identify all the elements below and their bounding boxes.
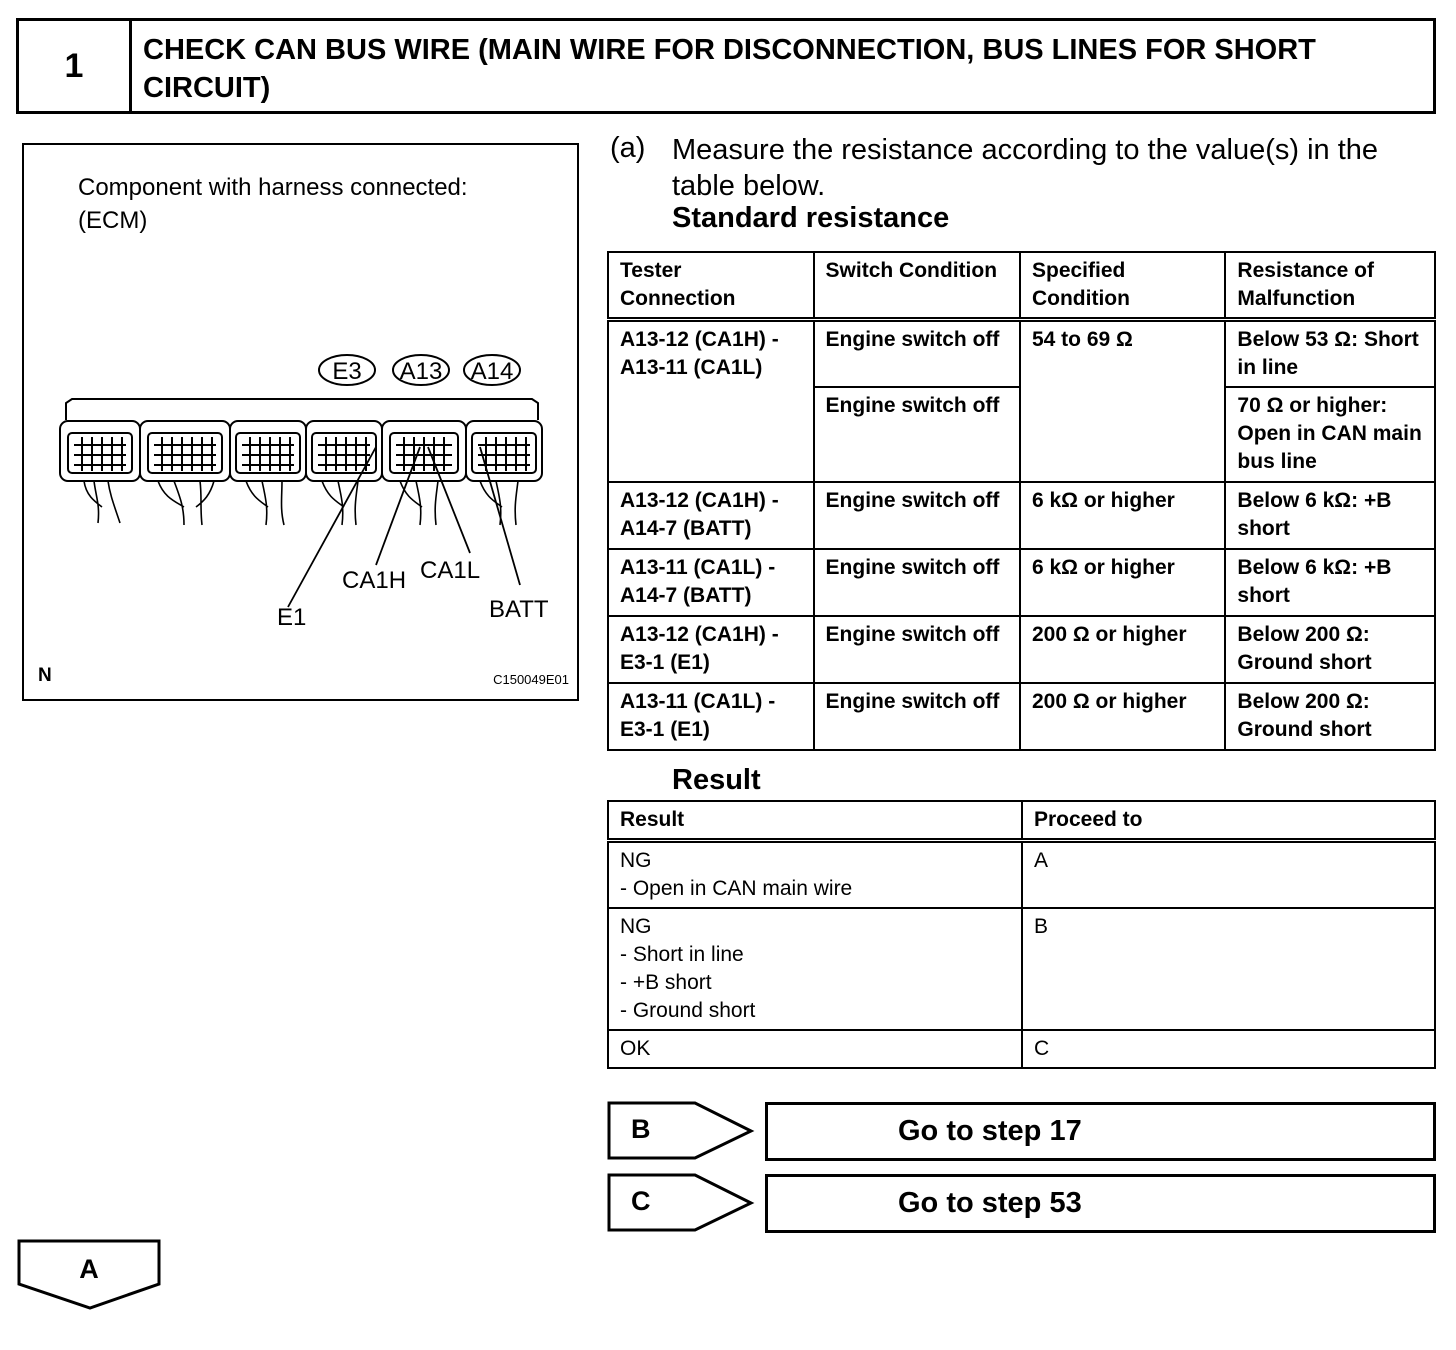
goto-c-tag: C	[631, 1186, 651, 1216]
figure-corner-letter: N	[38, 665, 52, 686]
figure-caption-line1: Component with harness connected:	[78, 174, 468, 201]
terminal-label-ca1l: CA1L	[420, 557, 481, 584]
column-header: Proceed to	[1022, 801, 1435, 841]
switch-condition-cell: Engine switch off	[814, 683, 1020, 750]
column-header: Specified Condition	[1020, 252, 1225, 320]
table-row	[608, 482, 1435, 549]
result-cell	[608, 908, 1022, 1030]
tester-connection-cell: A13-12 (CA1H) - E3-1 (E1)	[608, 616, 814, 683]
result-cell	[608, 1030, 1022, 1068]
table-row	[608, 616, 1435, 683]
tester-connection-cell: A13-11 (CA1L) - A14-7 (BATT)	[608, 549, 814, 616]
instruction-text: Measure the resistance according to the value(s) in the table below.	[672, 134, 1379, 202]
specified-condition-cell: 200 Ω or higher	[1020, 683, 1225, 750]
switch-condition-cell: Engine switch off	[814, 320, 1020, 388]
tester-connection-cell: A13-11 (CA1L) - E3-1 (E1)	[608, 683, 814, 750]
terminal-label-batt: BATT	[489, 596, 549, 623]
next-a-tag: A	[79, 1254, 99, 1284]
switch-condition-cell: Engine switch off	[814, 387, 1020, 482]
tester-connection-cell: A13-12 (CA1H) - A14-7 (BATT)	[608, 482, 814, 549]
goto-b-tag: B	[631, 1114, 651, 1144]
terminal-label-ca1h: CA1H	[342, 567, 407, 594]
next-a-arrow-tag[interactable]	[16, 1238, 164, 1312]
malfunction-cell: Below 6 kΩ: +B short	[1225, 482, 1435, 549]
goto-c-arrow-tag[interactable]	[607, 1173, 757, 1233]
figure-code: C150049E01	[493, 672, 569, 687]
result-title: Result	[672, 764, 761, 796]
table-row	[608, 683, 1435, 750]
column-header: Resistance of Malfunction	[1225, 252, 1435, 320]
result-line: - Ground short	[620, 999, 756, 1022]
result-line: NG	[620, 849, 652, 872]
connector-label-a13: A13	[399, 358, 443, 385]
table-row	[608, 841, 1435, 909]
table-header-row	[608, 252, 1435, 320]
proceed-cell: A	[1022, 841, 1435, 909]
tester-connection-cell: A13-12 (CA1H) - A13-11 (CA1L)	[608, 320, 814, 483]
malfunction-cell: Below 200 Ω: Ground short	[1225, 616, 1435, 683]
column-header: Tester Connection	[608, 252, 814, 320]
table-row	[608, 908, 1435, 1030]
connector-blocks	[60, 421, 542, 481]
standard-resistance-table	[607, 251, 1436, 751]
proceed-cell: B	[1022, 908, 1435, 1030]
goto-step-53-button[interactable]: Go to step 53	[765, 1174, 1436, 1233]
step-header	[16, 18, 1436, 114]
specified-condition-cell: 6 kΩ or higher	[1020, 482, 1225, 549]
malfunction-cell: Below 53 Ω: Short in line	[1225, 320, 1435, 388]
figure-caption-line2: (ECM)	[78, 207, 148, 234]
specified-condition-cell: 200 Ω or higher	[1020, 616, 1225, 683]
result-table	[607, 800, 1436, 1069]
connector-drawing	[24, 145, 581, 703]
step-title: CHECK CAN BUS WIRE (MAIN WIRE FOR DISCONNECTION, BUS LINES FOR SHORT CIRCUIT)	[143, 34, 1316, 104]
table-row	[608, 320, 1435, 388]
malfunction-cell: 70 Ω or higher: Open in CAN main bus line	[1225, 387, 1435, 482]
goto-step-17-button[interactable]: Go to step 17	[765, 1102, 1436, 1161]
proceed-cell: C	[1022, 1030, 1435, 1068]
malfunction-cell: Below 200 Ω: Ground short	[1225, 683, 1435, 750]
ecm-body-outline	[66, 399, 538, 420]
malfunction-cell: Below 6 kΩ: +B short	[1225, 549, 1435, 616]
goto-b-arrow-tag[interactable]	[607, 1101, 757, 1161]
table-header-row	[608, 801, 1435, 841]
result-line: - Short in line	[620, 943, 744, 966]
specified-condition-cell: 6 kΩ or higher	[1020, 549, 1225, 616]
table-row	[608, 549, 1435, 616]
connector-label-a14: A14	[470, 358, 514, 385]
wire-harness	[84, 481, 518, 525]
switch-condition-cell: Engine switch off	[814, 616, 1020, 683]
connector-label-e3: E3	[332, 358, 362, 385]
result-line: OK	[620, 1037, 651, 1060]
result-cell	[608, 841, 1022, 909]
column-header: Switch Condition	[814, 252, 1020, 320]
result-line: - +B short	[620, 971, 712, 994]
column-header: Result	[608, 801, 1022, 841]
specified-condition-cell: 54 to 69 Ω	[1020, 320, 1225, 483]
terminal-label-e1: E1	[277, 604, 307, 631]
table-row	[608, 1030, 1435, 1068]
standard-resistance-title: Standard resistance	[672, 202, 950, 234]
ecm-connector-illustration	[22, 143, 579, 701]
step-marker: (a)	[610, 132, 646, 164]
switch-condition-cell: Engine switch off	[814, 482, 1020, 549]
switch-condition-cell: Engine switch off	[814, 549, 1020, 616]
result-line: - Open in CAN main wire	[620, 877, 853, 900]
step-number: 1	[19, 21, 132, 111]
result-line: NG	[620, 915, 652, 938]
